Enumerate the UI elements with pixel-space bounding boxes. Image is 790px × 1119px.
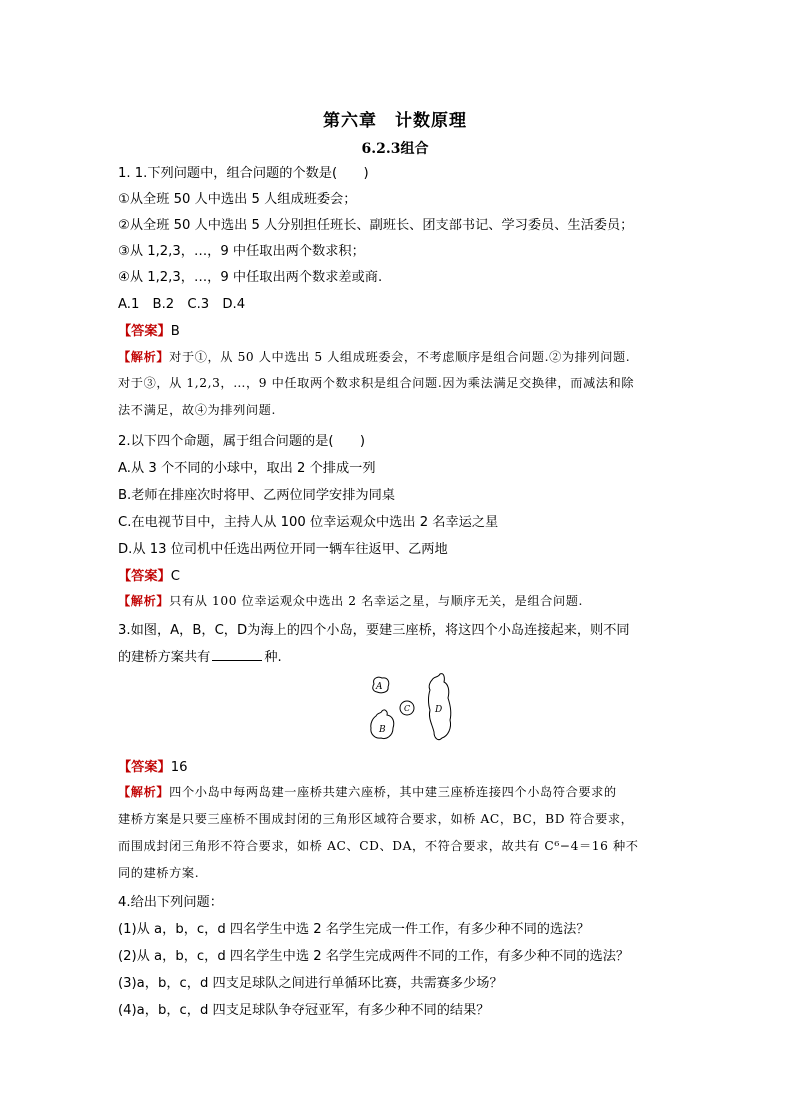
q2-option-c: C.在电视节目中，主持人从 100 位幸运观众中选出 2 名幸运之星 bbox=[118, 515, 499, 530]
q3-stem-line-2: 的建桥方案共有 种. bbox=[118, 650, 282, 665]
q2-option-a: A.从 3 个不同的小球中，取出 2 个排成一列 bbox=[118, 461, 376, 476]
q1-options: A.1 B.2 C.3 D.4 bbox=[118, 297, 246, 312]
q1-stem: 1. 1.下列问题中，组合问题的个数是( ) bbox=[118, 166, 369, 181]
q3-answer-value: 16 bbox=[170, 760, 188, 775]
answer-blank bbox=[212, 648, 262, 661]
q3-stem-line-1: 3.如图，A，B，C，D为海上的四个小岛，要建三座桥，将这四个小岛连接起来，则不同 bbox=[118, 623, 630, 638]
q4-stem: 4.给出下列问题： bbox=[118, 895, 223, 910]
q2-stem: 2.以下四个命题，属于组合问题的是( ) bbox=[118, 434, 366, 449]
q3-analysis-line-3: 而围成封闭三角形不符合要求，如桥 AC、CD、DA，不符合要求，故共有 C⁶−4＝16 种不 bbox=[118, 839, 639, 853]
q4-item-1: (1)从 a，b，c，d 四名学生中选 2 名学生完成一件工作，有多少种不同的选法？ bbox=[118, 922, 590, 937]
q1-analysis-line-1: 【解析】对于①，从 50 人中选出 5 人组成班委会，不考虑顺序是组合问题.②为排列问题. bbox=[118, 350, 631, 364]
answer-tag: 【答案】 bbox=[118, 324, 171, 339]
q4-item-4: (4)a，b，c，d 四支足球队争夺冠亚军，有多少种不同的结果？ bbox=[118, 1003, 490, 1018]
q1-item-1: ①从全班 50 人中选出 5 人组成班委会； bbox=[118, 192, 357, 207]
island-c-label: C bbox=[404, 704, 411, 713]
q3-analysis-line-1: 【解析】四个小岛中每两岛建一座桥共建六座桥，其中建三座桥连接四个小岛符合要求的 bbox=[118, 785, 617, 799]
island-a-label: A bbox=[376, 682, 383, 692]
q4-item-3: (3)a，b，c，d 四支足球队之间进行单循环比赛，共需赛多少场？ bbox=[118, 976, 503, 991]
q2-option-d: D.从 13 位司机中任选出两位开同一辆车往返甲、乙两地 bbox=[118, 542, 448, 557]
analysis-tag: 【解析】 bbox=[118, 350, 170, 364]
island-d-label: D bbox=[435, 705, 443, 715]
q3-answer bbox=[118, 756, 188, 775]
q2-analysis: 【解析】只有从 100 位幸运观众中选出 2 名幸运之星，与顺序无关，是组合问题. bbox=[118, 594, 583, 608]
q1-item-3: ③从 1,2,3，…，9 中任取出两个数求积； bbox=[118, 244, 365, 259]
q4-item-2: (2)从 a，b，c，d 四名学生中选 2 名学生完成两件不同的工作，有多少种不同的选法？ bbox=[118, 949, 630, 964]
q1-analysis-line-3: 法不满足，故④为排列问题. bbox=[118, 403, 276, 417]
islands-figure bbox=[362, 668, 472, 748]
analysis-tag: 【解析】 bbox=[118, 594, 170, 608]
q2-answer bbox=[118, 565, 180, 584]
q3-analysis-line-2: 建桥方案是只要三座桥不围成封闭的三角形区域符合要求，如桥 AC，BC，BD 符合要求， bbox=[118, 812, 634, 826]
q2-answer-value: C bbox=[170, 569, 180, 584]
analysis-tag: 【解析】 bbox=[118, 785, 170, 799]
q1-item-4: ④从 1,2,3，…，9 中任取出两个数求差或商. bbox=[118, 270, 383, 285]
q3-analysis-line-4: 同的建桥方案. bbox=[118, 866, 200, 880]
island-b-label: B bbox=[379, 725, 386, 735]
q1-answer-value: B bbox=[170, 324, 180, 339]
q1-analysis-line-2: 对于③，从 1,2,3，…，9 中任取两个数求积是组合问题.因为乘法满足交换律，而减法和除 bbox=[118, 376, 635, 390]
answer-tag: 【答案】 bbox=[118, 569, 171, 584]
q1-item-2: ②从全班 50 人中选出 5 人分别担任班长、副班长、团支部书记、学习委员、生活委员； bbox=[118, 218, 634, 233]
section-title: 6.2.3组合 bbox=[361, 141, 429, 157]
q2-option-b: B.老师在排座次时将甲、乙两位同学安排为同桌 bbox=[118, 488, 395, 503]
answer-tag: 【答案】 bbox=[118, 760, 171, 775]
chapter-title: 第六章 计数原理 bbox=[323, 111, 467, 131]
q1-answer bbox=[118, 320, 180, 339]
